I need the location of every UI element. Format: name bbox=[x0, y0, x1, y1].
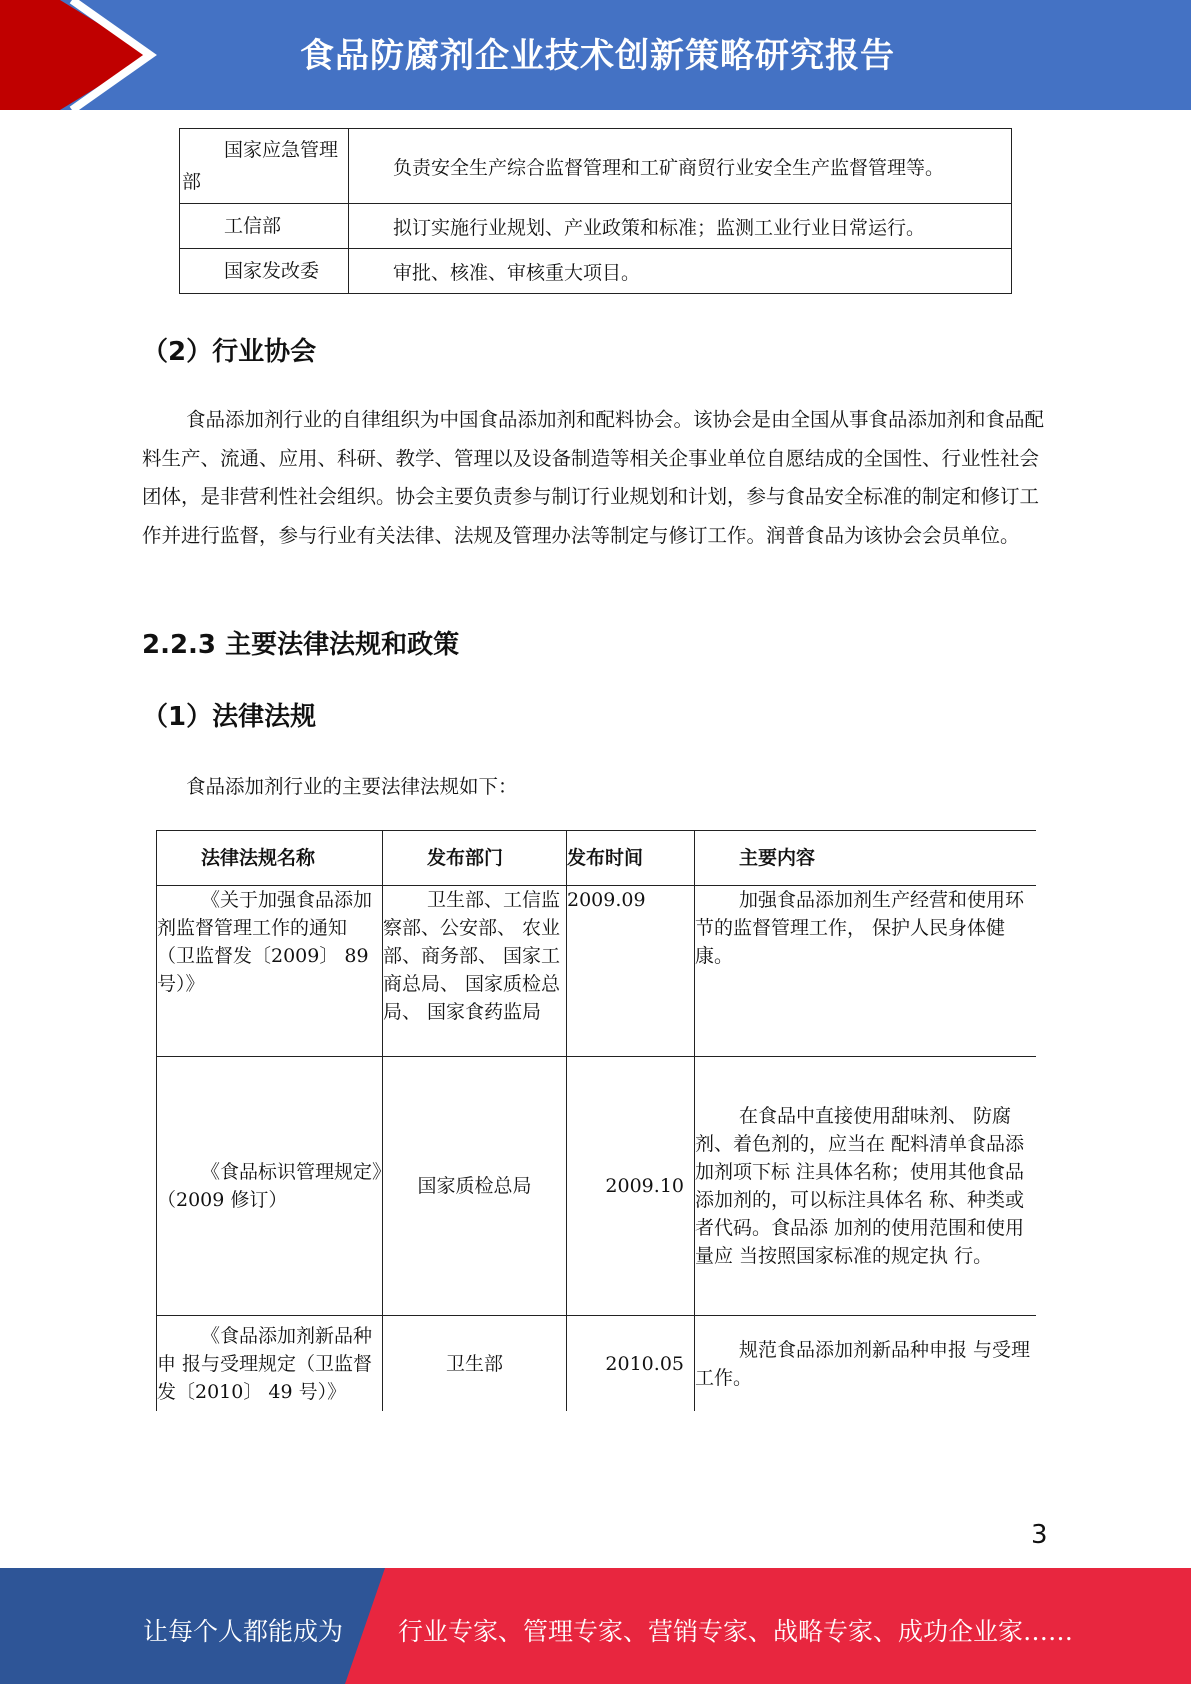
law-dept: 国家质检总局 bbox=[383, 1057, 567, 1316]
page-header bbox=[0, 0, 1191, 110]
laws-intro: 食品添加剂行业的主要法律法规如下： bbox=[186, 775, 518, 798]
col-header-dept: 发布部门 bbox=[383, 831, 567, 886]
table-row bbox=[157, 1057, 1036, 1316]
agency-table bbox=[179, 128, 1012, 294]
laws-table bbox=[156, 830, 1036, 1411]
law-name: 《食品标识管理规定》（2009 修订） bbox=[157, 1057, 383, 1316]
col-header-date: 发布时间 bbox=[567, 831, 695, 886]
law-dept: 卫生部、工信监察部、公安部、 农业部、商务部、 国家工商总局、 国家质检总局、 国家食药监局 bbox=[383, 886, 567, 1057]
agency-duty: 负责安全生产综合监督管理和工矿商贸行业安全生产监督管理等。 bbox=[349, 129, 1012, 204]
agency-duty: 审批、核准、审核重大项目。 bbox=[349, 249, 1012, 294]
table-header-row bbox=[157, 831, 1036, 886]
law-content: 加强食品添加剂生产经营和使用环节的监督管理工作， 保护人民身体健康。 bbox=[695, 886, 1036, 1057]
law-dept: 卫生部 bbox=[383, 1316, 567, 1412]
law-name: 《食品添加剂新品种申 报与受理规定（卫监督发〔2010〕 49 号）》 bbox=[157, 1316, 383, 1412]
col-header-content: 主要内容 bbox=[695, 831, 1036, 886]
subheading-laws: （1）法律法规 bbox=[142, 702, 317, 732]
law-content: 规范食品添加剂新品种申报 与受理工作。 bbox=[695, 1316, 1036, 1412]
law-date: 2009.10 bbox=[567, 1057, 695, 1316]
agency-duty: 拟订实施行业规划、产业政策和标准；监测工业行业日常运行。 bbox=[349, 204, 1012, 249]
report-title: 食品防腐剂企业技术创新策略研究报告 bbox=[300, 36, 895, 76]
footer-slogan-right: 行业专家、管理专家、营销专家、战略专家、成功企业家…… bbox=[398, 1617, 1074, 1646]
table-row bbox=[180, 129, 1012, 204]
agency-name: 国家发改委 bbox=[180, 249, 349, 294]
table-row bbox=[157, 886, 1036, 1057]
law-content: 在食品中直接使用甜味剂、 防腐剂、着色剂的，应当在 配料清单食品添加剂项下标 注具体名称；使用其他食品 添加剂的，可以标注具体名 称、种类或者代码。食品添 加剂的使用范围和使用量应 当按照国家标准的规定执 行。 bbox=[695, 1057, 1036, 1316]
agency-name: 国家应急管理 部 bbox=[180, 129, 349, 204]
col-header-name: 法律法规名称 bbox=[157, 831, 383, 886]
section-heading-association: （2）行业协会 bbox=[142, 337, 317, 367]
law-name: 《关于加强食品添加剂监督管理工作的通知（卫监督发〔2009〕 89号）》 bbox=[157, 886, 383, 1057]
page-number: 3 bbox=[1031, 1520, 1048, 1550]
table-row bbox=[180, 249, 1012, 294]
agency-name: 工信部 bbox=[180, 204, 349, 249]
section-heading-laws: 2.2.3 主要法律法规和政策 bbox=[142, 630, 460, 660]
table-row bbox=[180, 204, 1012, 249]
law-date: 2009.09 bbox=[567, 886, 695, 1057]
association-paragraph: 食品添加剂行业的自律组织为中国食品添加剂和配料协会。该协会是由全国从事食品添加剂和食品配料生产、流通、应用、科研、教学、管理以及设备制造等相关企事业单位自愿结成的全国性、行业性社会团体，是非营利性社会组织。协会主要负责参与制订行业规划和计划，参与食品安全标准的制定和修订工作并进行监督，参与行业有关法律、法规及管理办法等制定与修订工作。润普食品为该协会会员单位。 bbox=[142, 408, 1045, 547]
law-date: 2010.05 bbox=[567, 1316, 695, 1412]
table-row bbox=[157, 1316, 1036, 1412]
footer-slogan-left: 让每个人都能成为 bbox=[143, 1617, 344, 1646]
